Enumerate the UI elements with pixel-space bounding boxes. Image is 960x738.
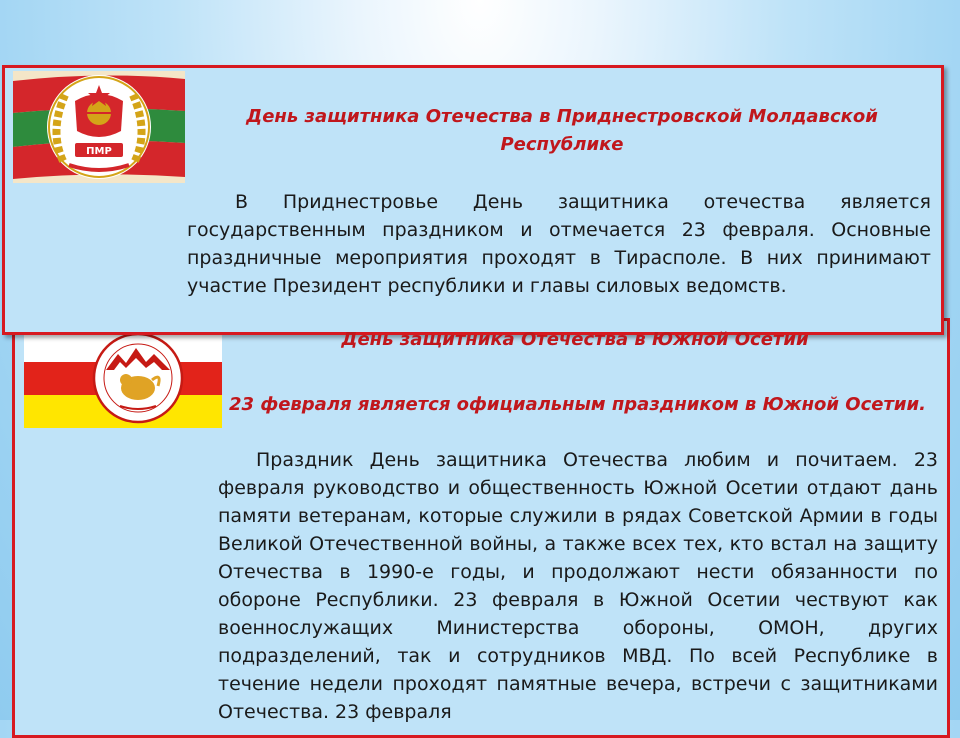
pmr-flag-emblem-icon bbox=[13, 71, 185, 183]
south-ossetia-subheading: 23 февраля является официальным праздником в Южной Осетии. bbox=[229, 394, 926, 415]
pmr-emblem-text: ПМР bbox=[86, 146, 112, 157]
south-ossetia-flag-emblem-icon bbox=[24, 328, 222, 428]
pmr-heading: День защитника Отечества в Приднестровской Молдавской Республике bbox=[246, 106, 878, 155]
south-ossetia-body: Праздник День защитника Отечества любим и почитаем. 23 февраля руководство и общественность Южной Осетии отдают дань памяти ветеранам, которые служили в рядах Советской Армии в годы Великой Отечественной войны, а также всех тех, кто встал на защиту Отечества в 1990-е годы, и продолжают нести обязанности по обороне Республики. 23 февраля в Южной Осетии чествуют как военнослужащих Министерства обороны, ОМОН, других подразделений, так и сотрудников МВД. По всей Республике в течение недели проходят памятные вечера, встречи с защитниками Отечества. 23 февраля bbox=[218, 449, 938, 723]
south-ossetia-heading: День защитника Отечества в Южной Осетии bbox=[341, 329, 809, 350]
pmr-body: В Приднестровье День защитника отечества является государственным праздником и отмечается 23 февраля. Основные праздничные мероприятия проходят в Тирасполе. В них принимают участие Президент республики и главы силовых ведомств. bbox=[187, 191, 931, 297]
